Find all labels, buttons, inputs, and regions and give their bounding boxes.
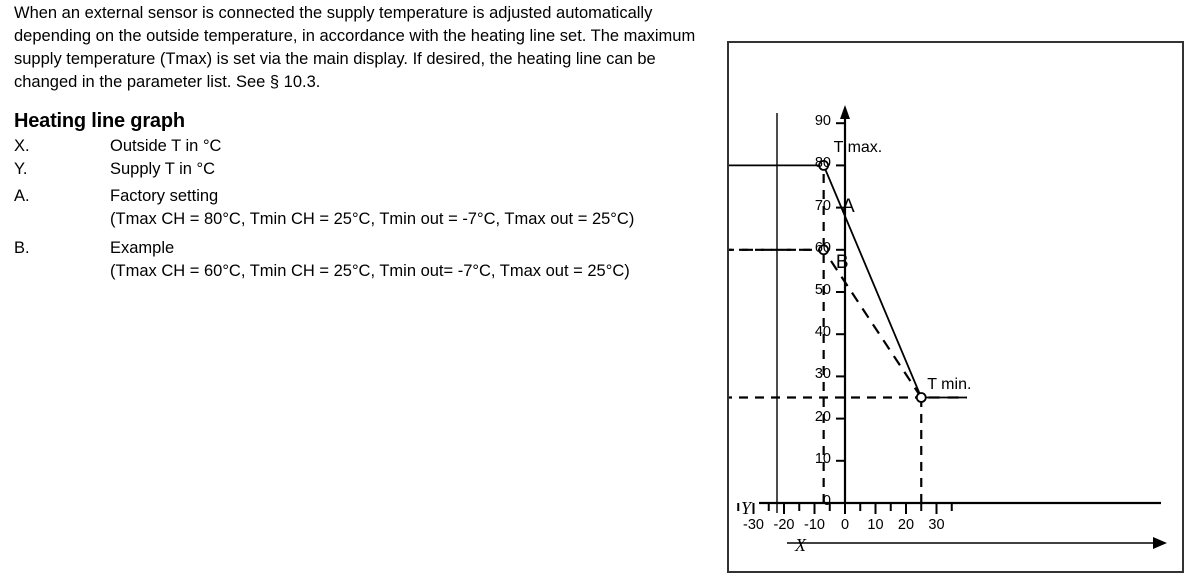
- chart-annotation: T max.: [833, 139, 883, 157]
- section-heading: Heating line graph: [14, 110, 185, 132]
- y-tick-label: 30: [814, 366, 831, 383]
- legend-row-b-detail: [14, 260, 634, 285]
- legend-key-b: B.: [14, 239, 30, 257]
- chart-annotation: T min.: [927, 375, 972, 393]
- x-tick-label: -30: [743, 517, 764, 533]
- legend-value-x: Outside T in °C: [110, 137, 222, 155]
- x-tick-label: 0: [840, 517, 850, 533]
- y-tick-label: 90: [814, 113, 831, 130]
- x-tick-label: 30: [928, 517, 945, 533]
- legend-key-x: X.: [14, 137, 30, 155]
- y-axis-label: Y: [741, 498, 752, 518]
- x-tick-label: -10: [804, 517, 825, 533]
- y-tick-label: 60: [814, 239, 831, 256]
- legend-key-a-spacer: [14, 208, 110, 233]
- y-tick-label: 20: [814, 408, 831, 425]
- x-tick-label: 20: [897, 517, 915, 533]
- y-tick-label: 80: [814, 155, 831, 172]
- legend-row-x: [14, 135, 634, 158]
- chart-plot-area: [729, 43, 1182, 571]
- chart-annotation: B: [835, 252, 849, 274]
- legend-key-a: A.: [14, 187, 30, 205]
- y-tick-label: 10: [814, 450, 831, 467]
- x-axis-label: X: [795, 535, 806, 555]
- legend-key-y: Y.: [14, 160, 28, 178]
- legend-value-a: Factory setting: [110, 187, 219, 205]
- legend-detail-a: (Tmax CH = 80°C, Tmin CH = 25°C, Tmin out = -7°C, Tmax out = 25°C): [110, 210, 635, 228]
- heating-line-figure: [727, 41, 1184, 573]
- legend-row-a-detail: [14, 208, 634, 233]
- legend-detail-b: (Tmax CH = 60°C, Tmin CH = 25°C, Tmin out= -7°C, Tmax out = 25°C): [110, 262, 630, 280]
- intro-paragraph: When an external sensor is connected the supply temperature is adjusted automatically depending on the outside temperature, in accordance with the heating line set. The maximum supply temperature (Tmax) is set via the main display. If desired, the heating line can be changed in the parameter list. See § 10.3.: [14, 4, 696, 91]
- x-tick-label: 10: [867, 517, 884, 533]
- chart-annotation: A: [841, 195, 855, 217]
- legend-value-y: Supply T in °C: [110, 160, 216, 178]
- text-column: [14, 0, 714, 285]
- legend-row-b: [14, 233, 634, 260]
- legend-row-a: [14, 181, 634, 208]
- y-tick-label: 70: [814, 197, 831, 214]
- legend-table: [14, 135, 634, 285]
- legend-key-b-spacer: [14, 260, 110, 285]
- y-tick-label: 40: [814, 324, 831, 341]
- legend-row-y: [14, 158, 634, 181]
- legend-value-b: Example: [110, 239, 175, 257]
- y-tick-label: 0: [822, 493, 831, 509]
- y-tick-label: 50: [814, 282, 831, 298]
- x-tick-label: -20: [773, 517, 795, 533]
